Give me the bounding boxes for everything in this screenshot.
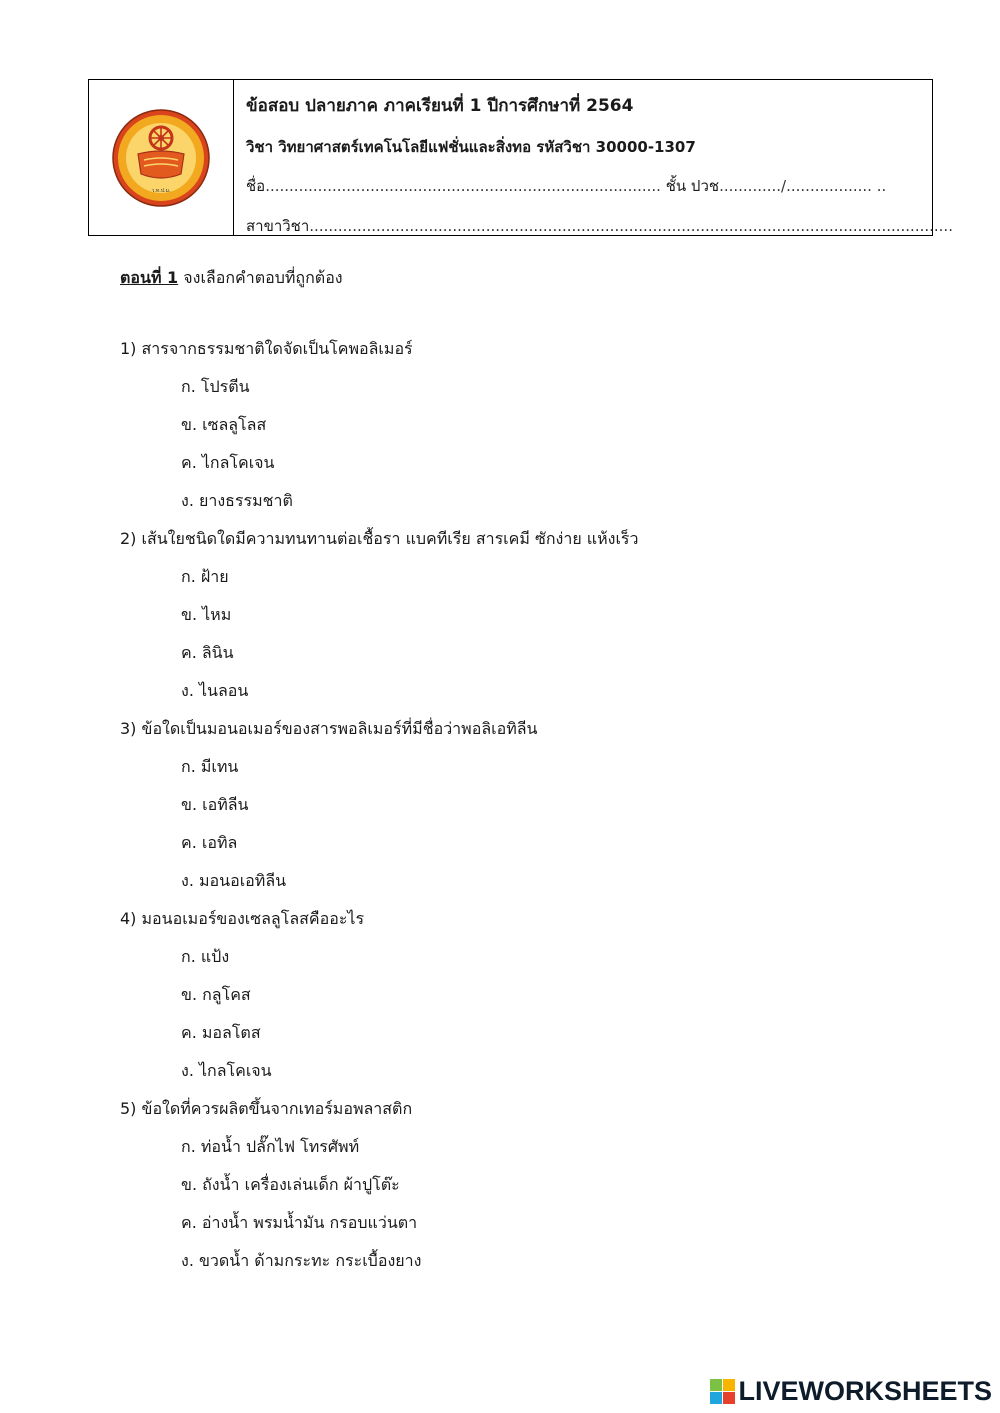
choice-1-a[interactable]: ก. โปรตีน [181,377,250,396]
major-label: สาขาวิชา [246,217,310,235]
choice-1-b[interactable]: ข. เซลลูโลส [181,415,267,434]
choice-5-a[interactable]: ก. ท่อน้ำ ปลั๊กไฟ โทรศัพท์ [181,1137,360,1156]
name-blank[interactable]: ................................................................................... [265,177,661,195]
choice-5-b[interactable]: ข. ถังน้ำ เครื่องเล่นเด็ก ผ้าปูโต๊ะ [181,1175,400,1194]
section-instruction: จงเลือกคำตอบที่ถูกต้อง [178,268,343,287]
name-line [246,174,886,198]
course-line: วิชา วิทยาศาสตร์เทคโนโลยีแฟชั่นและสิ่งทอ รหัสวิชา 30000-1307 [246,138,696,156]
major-line [246,214,953,238]
exam-title: ข้อสอบ ปลายภาค ภาคเรียนที่ 1 ปีการศึกษาที่ 2564 [246,96,634,116]
choice-5-d[interactable]: ง. ขวดน้ำ ด้ามกระทะ กระเบื้องยาง [181,1251,422,1270]
choice-4-d[interactable]: ง. ไกลโคเจน [181,1061,272,1080]
brand-text: LIVEWORKSHEETS [738,1376,992,1406]
choice-3-c[interactable]: ค. เอทิล [181,833,238,852]
choice-2-a[interactable]: ก. ฝ้าย [181,567,229,586]
choice-2-c[interactable]: ค. ลินิน [181,643,234,662]
question-3: 3) ข้อใดเป็นมอนอเมอร์ของสารพอลิเมอร์ที่มีชื่อว่าพอลิเอทิลีน [120,719,538,738]
logo-text: ว.ท.ป.ม. [151,187,171,194]
liveworksheets-logo-icon [710,1379,736,1405]
major-blank[interactable]: ....................................................................................................................................... [309,217,953,235]
class-blank[interactable]: ............./.................. .. [719,177,887,195]
section-label: ตอนที่ 1 [120,268,179,287]
choice-3-d[interactable]: ง. มอนอเอทิลีน [181,871,287,890]
logo-cell [89,80,234,235]
question-2: 2) เส้นใยชนิดใดมีความทนทานต่อเชื้อรา แบคทีเรีย สารเคมี ซักง่าย แห้งเร็ว [120,529,639,548]
class-label: ชั้น ปวช [660,177,720,195]
exam-header [88,79,953,236]
question-1: 1) สารจากธรรมชาติใดจัดเป็นโคพอลิเมอร์ [120,339,413,358]
school-emblem-logo [111,108,211,208]
choice-4-b[interactable]: ข. กลูโคส [181,985,251,1004]
choice-4-a[interactable]: ก. แป้ง [181,947,230,966]
choice-4-c[interactable]: ค. มอลโตส [181,1023,261,1042]
choice-2-b[interactable]: ข. ไหม [181,605,232,624]
section-heading [120,266,343,291]
name-label: ชื่อ [246,177,266,195]
question-4: 4) มอนอเมอร์ของเซลลูโลสคืออะไร [120,909,365,928]
question-5: 5) ข้อใดที่ควรผลิตขึ้นจากเทอร์มอพลาสติก [120,1099,413,1118]
choice-3-a[interactable]: ก. มีเทน [181,757,239,776]
choice-1-d[interactable]: ง. ยางธรรมชาติ [181,491,293,510]
choice-3-b[interactable]: ข. เอทิลีน [181,795,249,814]
choice-2-d[interactable]: ง. ไนลอน [181,681,249,700]
choice-1-c[interactable]: ค. ไกลโคเจน [181,453,275,472]
choice-5-c[interactable]: ค. อ่างน้ำ พรมน้ำมัน กรอบแว่นตา [181,1213,418,1232]
liveworksheets-brand [710,1376,992,1407]
header-info [234,80,953,235]
